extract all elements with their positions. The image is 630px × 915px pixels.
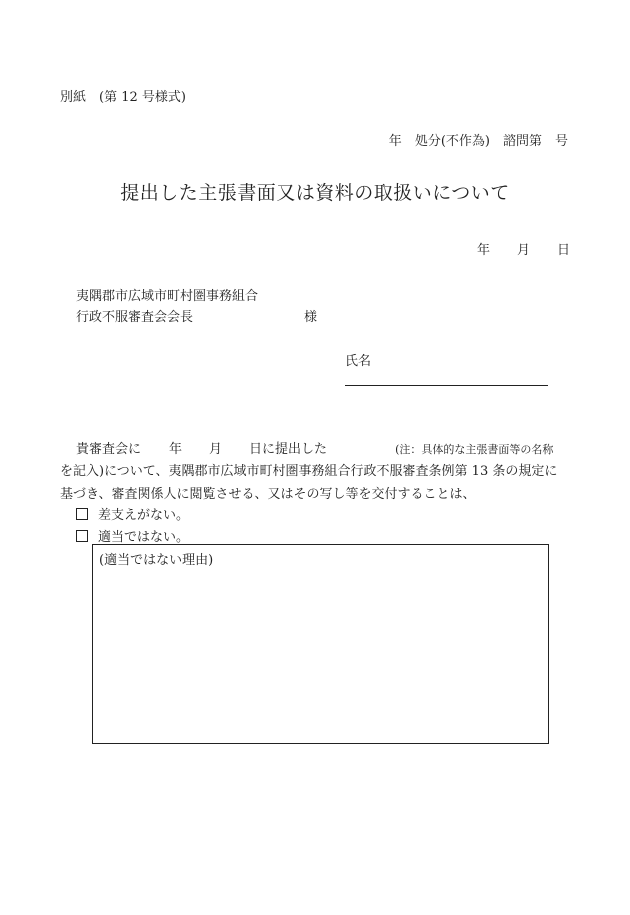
body-year: 年 (169, 442, 183, 457)
reference-inquiry: 諮問第 (502, 134, 542, 149)
date-month: 月 (516, 243, 530, 258)
date-day: 日 (556, 243, 570, 258)
body-submitted: 日に提出した (249, 442, 328, 457)
body-line-1 (76, 438, 553, 457)
reference-year: 年 (388, 134, 402, 149)
addressee-honorific: 様 (304, 310, 318, 325)
no-objection-checkbox[interactable] (76, 508, 88, 520)
addressee-organization: 夷隅郡市広域市町村圏事務組合 (76, 289, 259, 304)
body-month: 月 (209, 442, 223, 457)
body-note: (注：具体的な主張書面等の名称 (395, 443, 554, 456)
reference-disposition: 処分(不作為) (414, 134, 490, 149)
reason-box-label: (適当ではない理由) (99, 553, 214, 568)
option-not-appropriate[interactable] (76, 526, 189, 545)
body-intro: 貴審査会に (76, 442, 142, 457)
form-number-label: 別紙 (第 12 号様式) (60, 90, 186, 105)
name-label: 氏名 (345, 354, 372, 369)
name-signature-line[interactable] (345, 385, 548, 386)
no-objection-label: 差支えがない。 (98, 508, 190, 523)
document-title: 提出した主張書面又は資料の取扱いについて (120, 182, 510, 204)
addressee-title: 行政不服審査会会長 (76, 310, 194, 325)
body-line-2: を記入)について、夷隅郡市広域市町村圏事務組合行政不服審査条例第 13 条の規定に (60, 464, 558, 479)
not-appropriate-label: 適当ではない。 (98, 530, 190, 545)
body-line-3: 基づき、審査関係人に閲覧させる、又はその写し等を交付することは、 (60, 487, 476, 502)
reference-number: 号 (554, 134, 568, 149)
date-year: 年 (476, 243, 490, 258)
case-reference-line (389, 130, 568, 149)
option-no-objection[interactable] (76, 504, 189, 523)
reason-text-box[interactable] (92, 544, 549, 744)
not-appropriate-checkbox[interactable] (76, 530, 88, 542)
date-line (477, 239, 570, 258)
